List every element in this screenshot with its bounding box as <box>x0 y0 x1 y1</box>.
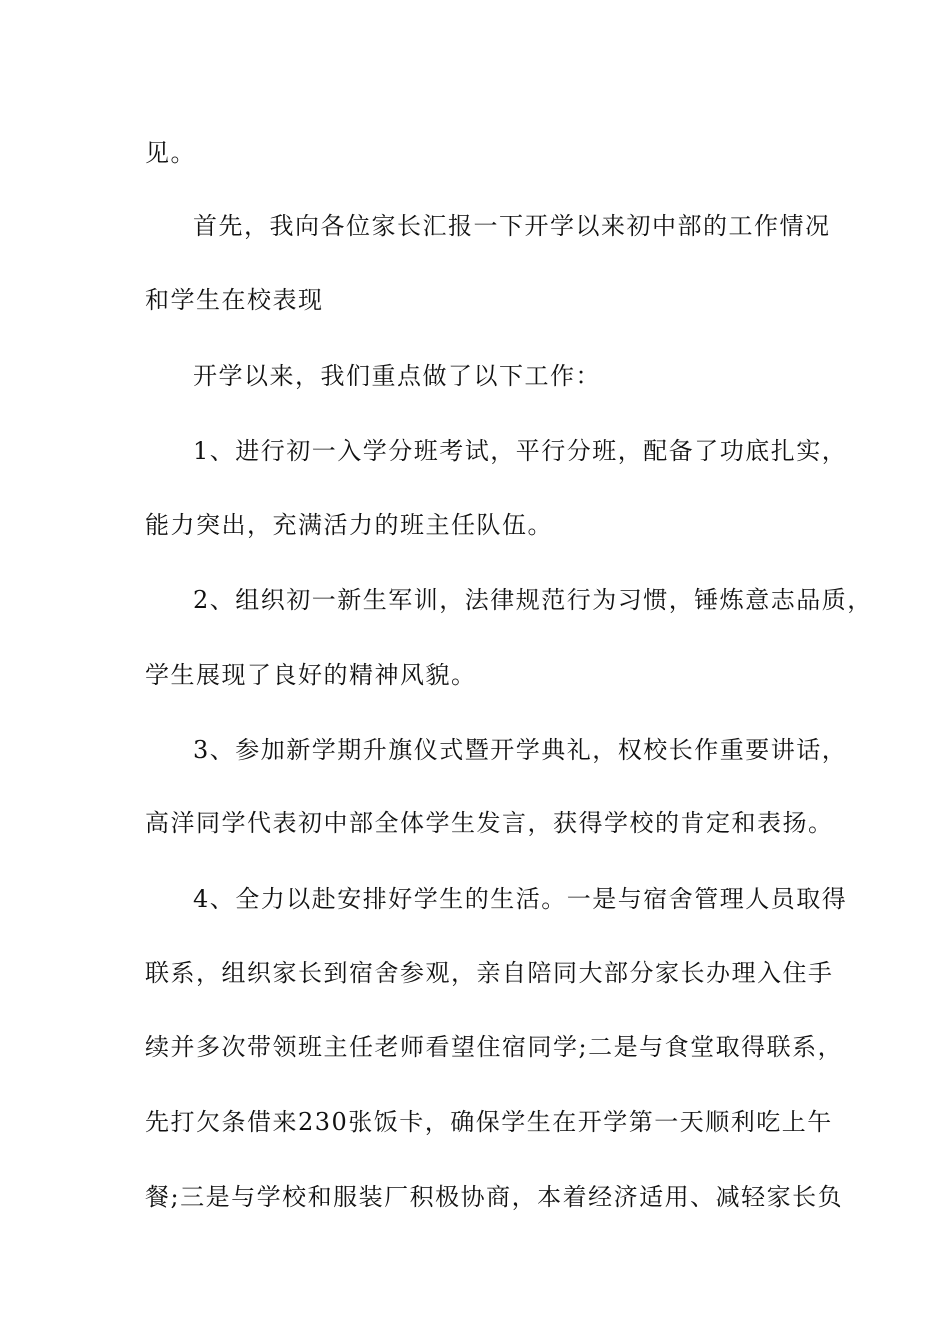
paragraph-line: 1、进行初一入学分班考试，平行分班，配备了功底扎实， <box>193 437 848 465</box>
text-line: 见。 <box>145 139 196 167</box>
paragraph-line: 开学以来，我们重点做了以下工作： <box>193 362 601 390</box>
text-line: 联系，组织家长到宿舍参观，亲自陪同大部分家长办理入住手 <box>145 959 834 987</box>
text-line: 餐;三是与学校和服装厂积极协商，本着经济适用、减轻家长负 <box>145 1183 844 1211</box>
paragraph-line: 4、全力以赴安排好学生的生活。一是与宿舍管理人员取得 <box>193 885 848 913</box>
paragraph-line: 2、组织初一新生军训，法律规范行为习惯，锤炼意志品质， <box>193 586 873 614</box>
text-line: 和学生在校表现 <box>145 286 324 314</box>
text-line: 学生展现了良好的精神风貌。 <box>145 661 477 689</box>
paragraph-line: 首先，我向各位家长汇报一下开学以来初中部的工作情况 <box>193 212 831 240</box>
text-line: 能力突出，充满活力的班主任队伍。 <box>145 511 553 539</box>
text-line: 高洋同学代表初中部全体学生发言，获得学校的肯定和表扬。 <box>145 809 834 837</box>
text-line: 续并多次带领班主任老师看望住宿同学;二是与食堂取得联系， <box>145 1033 844 1061</box>
paragraph-line: 3、参加新学期升旗仪式暨开学典礼，权校长作重要讲话， <box>193 736 848 764</box>
text-line: 先打欠条借来230张饭卡，确保学生在开学第一天顺利吃上午 <box>145 1108 833 1136</box>
